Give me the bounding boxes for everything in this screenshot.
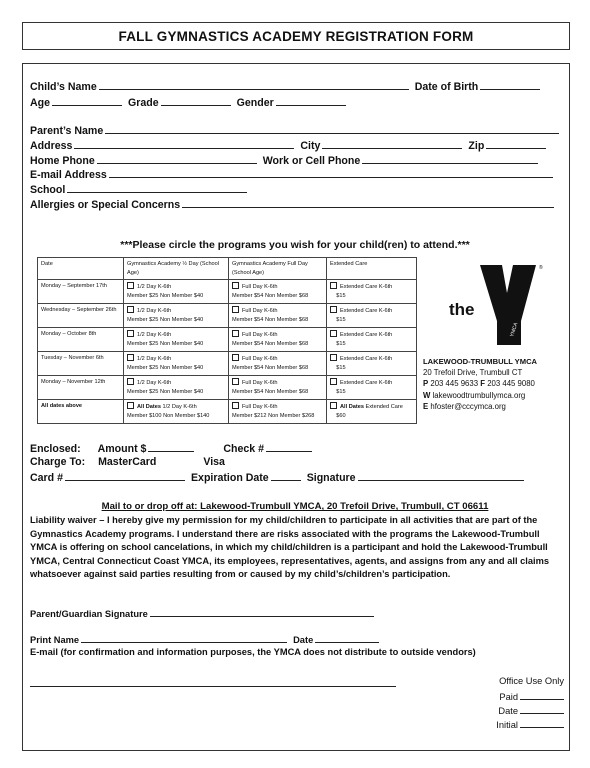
row-extended: Extended Care K-6th $15 <box>327 280 417 304</box>
office-date-field[interactable] <box>520 704 564 714</box>
row-half-day: 1/2 Day K-6th Member $25 Non Member $40 <box>124 352 229 376</box>
ymca-phones: P 203 445 9633 F 203 445 9080 <box>423 379 535 389</box>
charge-to-label: Charge To: <box>30 456 86 468</box>
row-date: Monday – October 8th <box>38 328 124 352</box>
form-title: FALL GYMNASTICS ACADEMY REGISTRATION FORM <box>22 22 570 50</box>
header-extended-care: Extended Care <box>327 258 417 280</box>
row-extended: Extended Care K-6th $15 <box>327 304 417 328</box>
extended-care-checkbox[interactable] <box>330 330 337 337</box>
school-field[interactable] <box>67 183 247 193</box>
half-day-checkbox[interactable] <box>127 306 134 313</box>
childs-name-field[interactable] <box>99 80 409 90</box>
office-use-title: Office Use Only <box>499 676 564 686</box>
row-enclosed <box>30 442 318 455</box>
dob-field[interactable] <box>480 80 540 90</box>
table-row <box>38 352 417 376</box>
all-half-day-checkbox[interactable] <box>127 402 134 409</box>
row-phones <box>30 154 544 167</box>
logo-word: the <box>449 300 475 319</box>
gender-label: Gender <box>236 97 274 109</box>
row-age <box>30 96 352 109</box>
full-day-checkbox[interactable] <box>232 330 239 337</box>
gender-field[interactable] <box>276 96 346 106</box>
full-day-checkbox[interactable] <box>232 282 239 289</box>
enclosed-label: Enclosed: <box>30 443 81 455</box>
email-field[interactable] <box>109 168 553 178</box>
row-half-day: 1/2 Day K-6th Member $25 Non Member $40 <box>124 304 229 328</box>
table-row <box>38 376 417 400</box>
row-parent <box>30 124 565 137</box>
table-row <box>38 304 417 328</box>
work-phone-field[interactable] <box>362 154 538 164</box>
zip-label: Zip <box>468 140 485 152</box>
card-number-label: Card # <box>30 472 63 484</box>
office-initial: Initial <box>496 718 564 730</box>
row-full-day: Full Day K-6th Member $54 Non Member $68 <box>229 280 327 304</box>
programs-table <box>37 257 417 424</box>
header-date: Date <box>38 258 124 280</box>
expiration-field[interactable] <box>271 471 301 481</box>
parents-name-field[interactable] <box>105 124 559 134</box>
address-field[interactable] <box>74 139 294 149</box>
header-half-day: Gymnastics Academy ½ Day (School Age) <box>124 258 229 280</box>
row-extended: Extended Care K-6th $15 <box>327 376 417 400</box>
signature-label: Signature <box>306 472 356 484</box>
extended-care-checkbox[interactable] <box>330 282 337 289</box>
all-full-day: Full Day K-6th Member $212 Non Member $268 <box>229 400 327 424</box>
work-phone-label: Work or Cell Phone <box>262 155 361 167</box>
age-label: Age <box>30 97 51 109</box>
row-full-day: Full Day K-6th Member $54 Non Member $68 <box>229 376 327 400</box>
full-day-checkbox[interactable] <box>232 378 239 385</box>
allergies-field[interactable] <box>182 198 554 208</box>
row-date: Wednesday – September 26th <box>38 304 124 328</box>
check-label: Check # <box>223 443 265 455</box>
all-date: All dates above <box>38 400 124 424</box>
row-extended: Extended Care K-6th $15 <box>327 328 417 352</box>
office-date: Date <box>498 704 564 716</box>
logo-small-text: YMCA <box>509 322 520 338</box>
all-half-day: All Dates 1/2 Day K-6th Member $100 Non Member $140 <box>124 400 229 424</box>
row-full-day: Full Day K-6th Member $54 Non Member $68 <box>229 352 327 376</box>
row-extended: Extended Care K-6th $15 <box>327 352 417 376</box>
allergies-label: Allergies or Special Concerns <box>30 199 181 211</box>
mastercard-option[interactable]: MasterCard <box>98 456 157 468</box>
row-child-name <box>30 80 546 93</box>
grade-label: Grade <box>128 97 159 109</box>
row-school <box>30 183 253 196</box>
grade-field[interactable] <box>161 96 231 106</box>
visa-option[interactable]: Visa <box>203 456 225 468</box>
age-field[interactable] <box>52 96 122 106</box>
childs-name-label: Child’s Name <box>30 81 97 93</box>
payment-signature-field[interactable] <box>358 471 524 481</box>
amount-label: Amount $ <box>97 443 147 455</box>
email-note: E-mail (for confirmation and information purposes, the YMCA does not distribute to outside vendors) <box>30 647 476 657</box>
half-day-checkbox[interactable] <box>127 282 134 289</box>
row-charge <box>30 456 225 468</box>
ymca-contact <box>423 356 537 412</box>
office-paid: Paid <box>499 690 564 702</box>
programs-instruction: ***Please circle the programs you wish for your child(ren) to attend.*** <box>120 239 470 251</box>
school-label: School <box>30 184 66 196</box>
amount-field[interactable] <box>148 442 194 452</box>
row-half-day: 1/2 Day K-6th Member $25 Non Member $40 <box>124 376 229 400</box>
city-label: City <box>300 140 321 152</box>
check-field[interactable] <box>266 442 312 452</box>
ymca-web[interactable]: W lakewoodtrumbullymca.org <box>423 390 526 400</box>
dob-label: Date of Birth <box>414 81 479 93</box>
home-phone-label: Home Phone <box>30 155 95 167</box>
expiration-label: Expiration Date <box>190 472 269 484</box>
print-name-label: Print Name <box>30 635 80 645</box>
ymca-org-name: LAKEWOOD-TRUMBULL YMCA <box>423 357 538 366</box>
row-date: Monday – September 17th <box>38 280 124 304</box>
email-label: E-mail Address <box>30 169 107 181</box>
row-parent-signature <box>30 607 380 619</box>
extended-care-checkbox[interactable] <box>330 354 337 361</box>
row-date: Tuesday – November 6th <box>38 352 124 376</box>
all-extended-checkbox[interactable] <box>330 402 337 409</box>
ymca-logo <box>447 263 552 345</box>
half-day-checkbox[interactable] <box>127 354 134 361</box>
print-date-label: Date <box>293 635 314 645</box>
row-full-day: Full Day K-6th Member $54 Non Member $68 <box>229 328 327 352</box>
mail-to-address: Mail to or drop off at: Lakewood-Trumbull YMCA, 20 Trefoil Drive, Trumbull, CT 06611 <box>101 501 489 512</box>
zip-field[interactable] <box>486 139 546 149</box>
all-full-day-checkbox[interactable] <box>232 402 239 409</box>
card-number-field[interactable] <box>65 471 185 481</box>
table-row <box>38 280 417 304</box>
parents-name-label: Parent’s Name <box>30 125 104 137</box>
half-day-checkbox[interactable] <box>127 378 134 385</box>
home-phone-field[interactable] <box>97 154 257 164</box>
row-card <box>30 471 530 484</box>
row-print-name <box>30 633 385 645</box>
row-half-day: 1/2 Day K-6th Member $25 Non Member $40 <box>124 328 229 352</box>
row-address <box>30 139 552 152</box>
row-full-day: Full Day K-6th Member $54 Non Member $68 <box>229 304 327 328</box>
print-name-field[interactable] <box>81 633 287 643</box>
office-paid-field[interactable] <box>520 690 564 700</box>
extended-care-checkbox[interactable] <box>330 378 337 385</box>
full-day-checkbox[interactable] <box>232 306 239 313</box>
table-header-row <box>38 258 417 280</box>
table-row-all-dates <box>38 400 417 424</box>
ymca-email[interactable]: E hfoster@cccymca.org <box>423 401 506 411</box>
row-email <box>30 168 559 181</box>
row-date: Monday – November 12th <box>38 376 124 400</box>
print-date-field[interactable] <box>315 633 379 643</box>
full-day-checkbox[interactable] <box>232 354 239 361</box>
parent-signature-label: Parent/Guardian Signature <box>30 609 148 619</box>
ymca-street: 20 Trefoil Drive, Trumbull CT <box>423 368 523 378</box>
liability-waiver-text: Liability waiver – I hereby give my permission for my child/children to participate in all activities that are part of the Gymnastics Academy programs. I understand there are risks associated with the programs the Lakewood-Trumbull YMCA is offering on school cancelations, in which my child/children is a participant and hold the Lakewood-Trumbull YMCA, Central Connecticut Coast YMCA, its employees, representatives, agents, and assigns from any and all claims whatsoever against said parties resulting from or caused by my child’s/children’s participation. <box>30 515 550 580</box>
half-day-checkbox[interactable] <box>127 330 134 337</box>
table-row <box>38 328 417 352</box>
row-half-day: 1/2 Day K-6th Member $25 Non Member $40 <box>124 280 229 304</box>
header-full-day: Gymnastics Academy Full Day (School Age) <box>229 258 327 280</box>
extended-care-checkbox[interactable] <box>330 306 337 313</box>
row-allergies <box>30 198 560 211</box>
address-label: Address <box>30 140 73 152</box>
parent-signature-field[interactable] <box>150 607 374 617</box>
office-initial-field[interactable] <box>520 718 564 728</box>
all-extended: All Dates Extended Care $60 <box>327 400 417 424</box>
blank-line <box>30 686 396 687</box>
city-field[interactable] <box>322 139 462 149</box>
svg-text:®: ® <box>539 265 543 271</box>
